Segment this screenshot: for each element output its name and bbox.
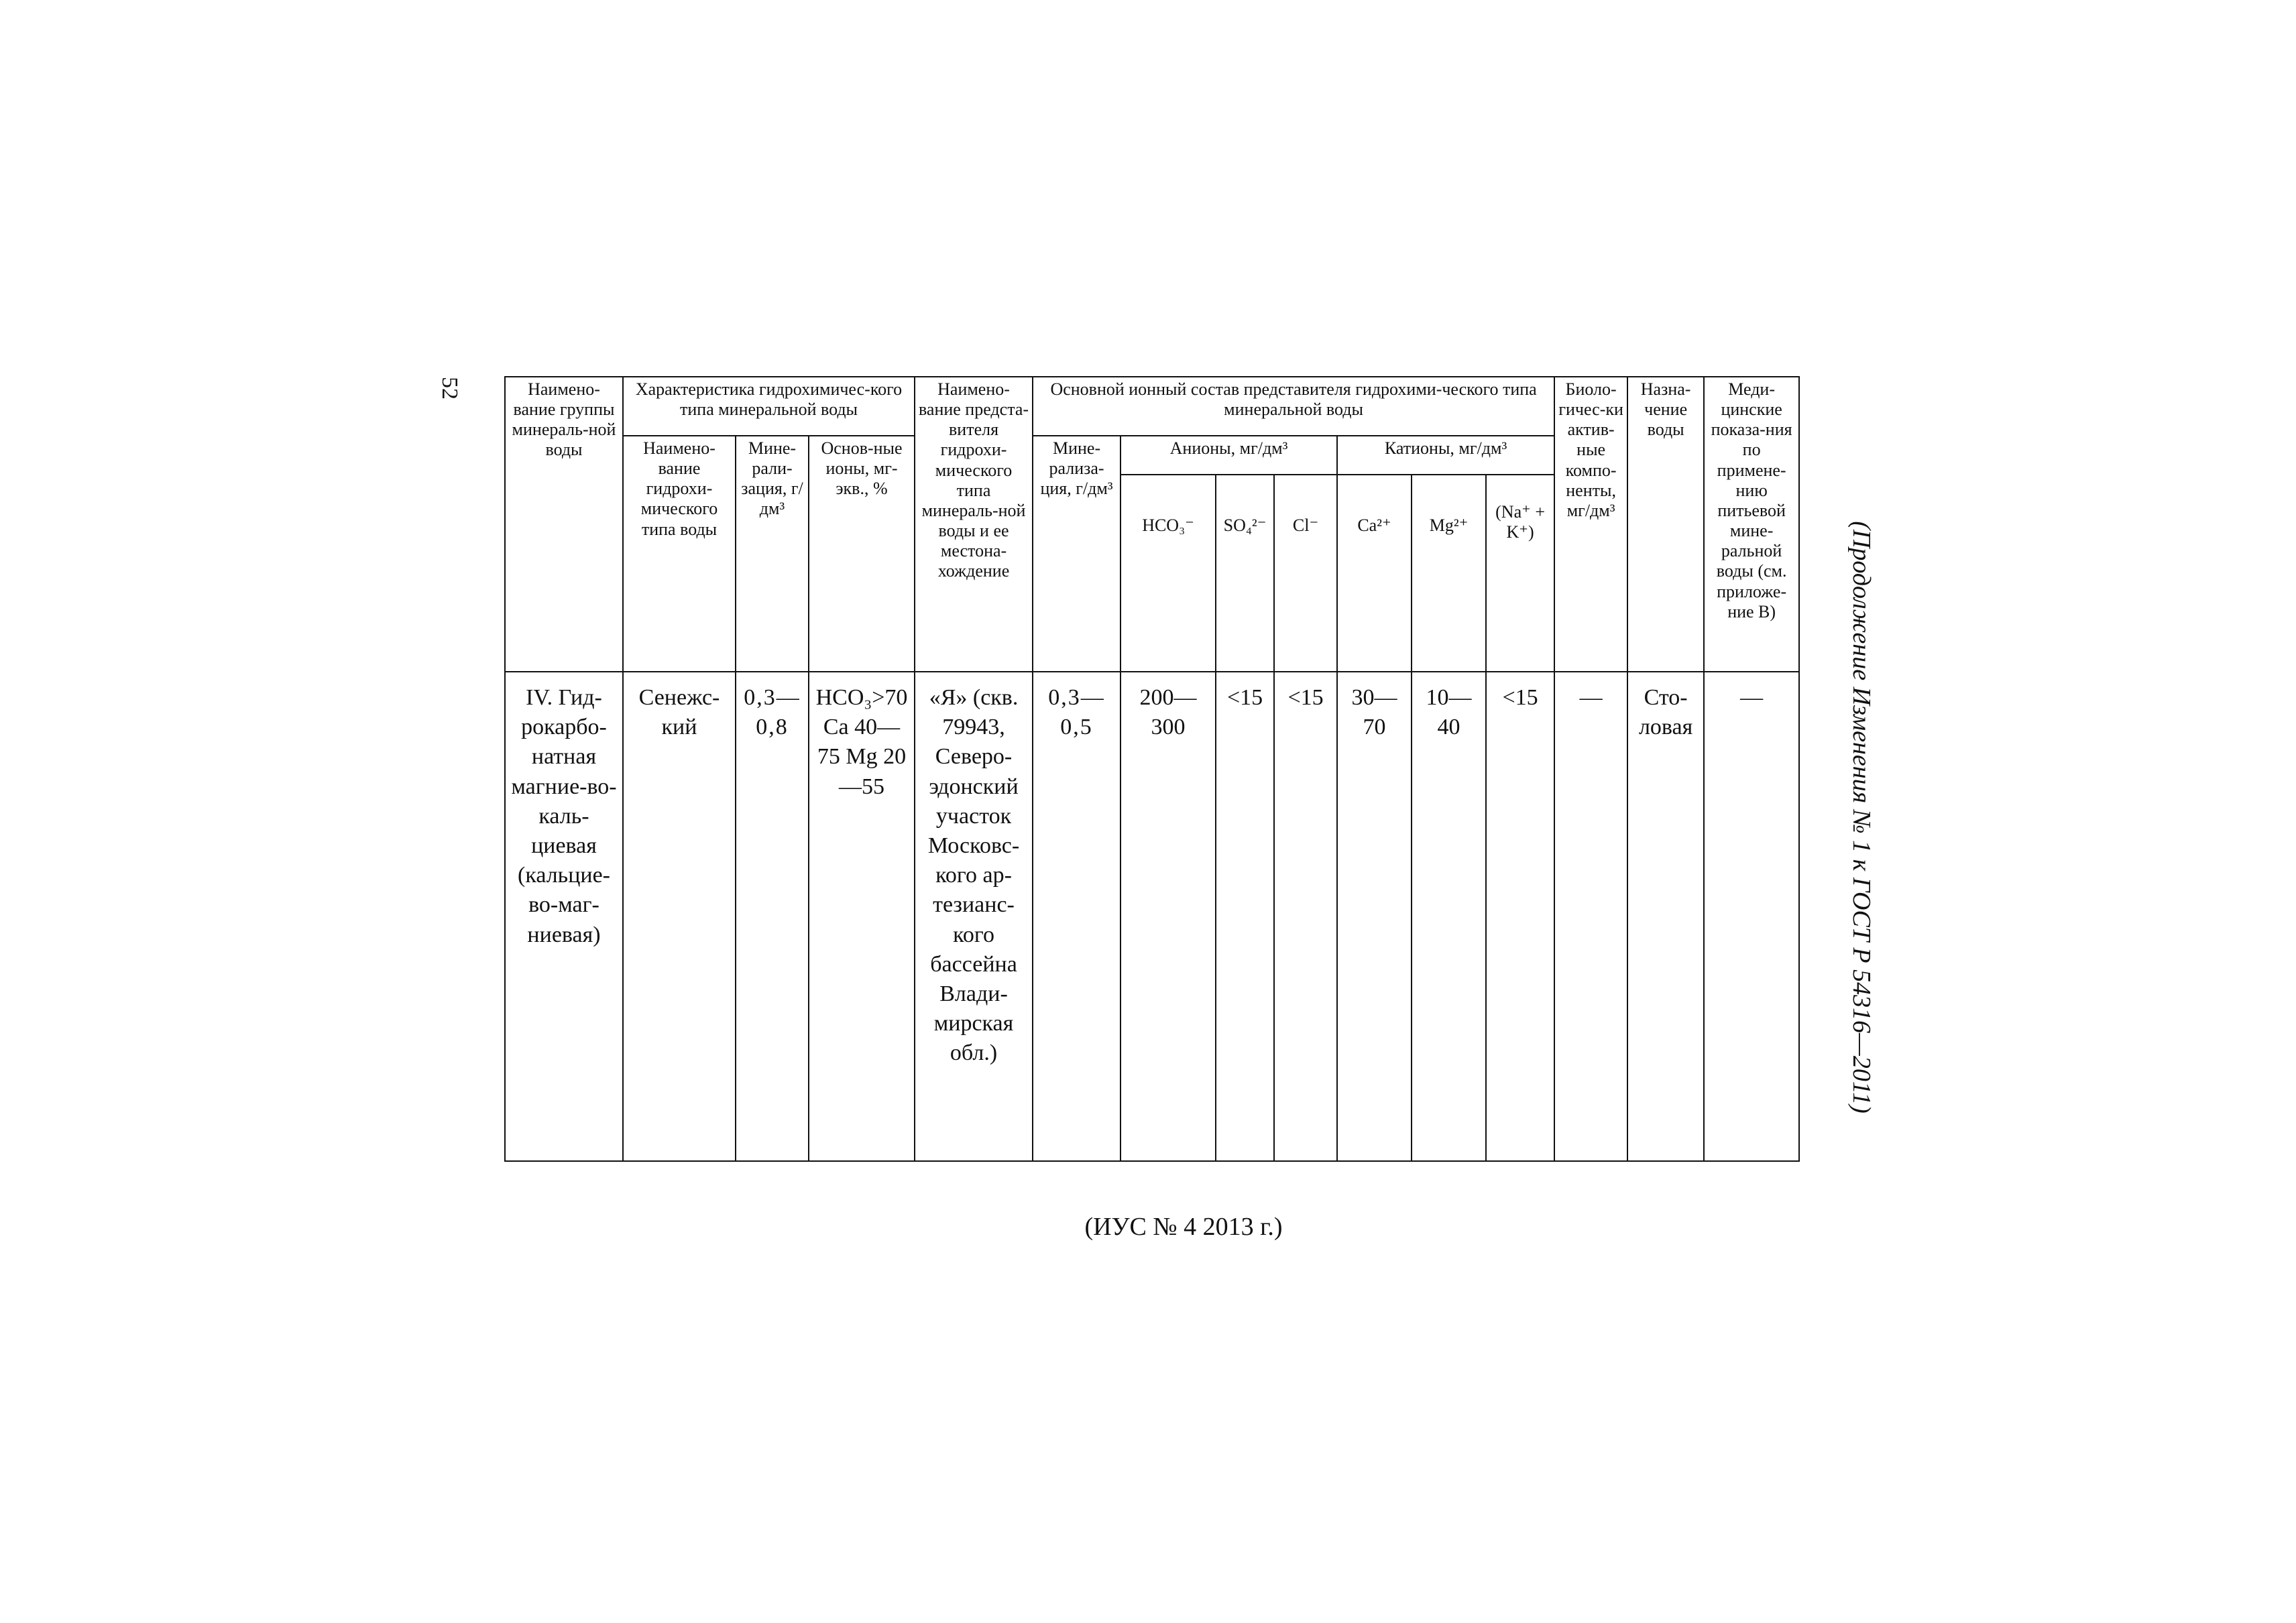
cell-main-ions: HCO₃>70 Ca 40—75 Mg 20—55: [809, 672, 915, 1161]
header-group-name: Наимено-вание группы минераль-ной воды: [505, 377, 623, 672]
mineral-water-table: [504, 376, 1800, 1162]
table-row: [505, 672, 1799, 1161]
cell-purpose: Сто-ловая: [1627, 672, 1704, 1161]
cell-mg: 10—40: [1412, 672, 1486, 1161]
header-representative-name: Наимено-вание предста-вителя гидрохи-мического типа минераль-ной воды и ее местона-хождение: [915, 377, 1033, 672]
header-na-k: (Na⁺ + K⁺): [1486, 475, 1554, 672]
cell-group-name: IV. Гид-рокарбо-натная магние-во-каль-циевая (кальцие-во-маг-ниевая): [505, 672, 623, 1161]
header-hydro-mineralization: Мине-рали-зация, г/дм³: [736, 436, 809, 672]
header-hco3: HCO₃⁻: [1121, 475, 1216, 672]
header-hydro-name: Наимено-вание гидрохи-мического типа воды: [623, 436, 736, 672]
header-rep-mineralization: Мине-рализа-ция, г/дм³: [1033, 436, 1121, 672]
footer-ius: (ИУС № 4 2013 г.): [1084, 1213, 1283, 1241]
header-purpose: Назна-чение воды: [1627, 377, 1704, 672]
cell-rep-mineralization: 0,3— 0,5: [1033, 672, 1121, 1161]
header-ca: Ca²⁺: [1337, 475, 1412, 672]
side-caption: (Продолжение Изменения № 1 к ГОСТ Р 54316—2011): [1847, 521, 1876, 1114]
mineral-water-table-container: [504, 376, 1800, 1162]
header-cations: Катионы, мг/дм³: [1337, 436, 1554, 475]
page-number: 52: [437, 377, 462, 400]
cell-hydro-name: Сенежс-кий: [623, 672, 736, 1161]
cell-representative-name: «Я» (скв. 79943, Северо-эдонский участок Московс-кого ар-тезианс-кого бассейна Влади-мирская обл.): [915, 672, 1033, 1161]
cell-so4: <15: [1216, 672, 1274, 1161]
cell-hydro-mineralization: 0,3— 0,8: [736, 672, 809, 1161]
header-so4: SO₄²⁻: [1216, 475, 1274, 672]
header-cl: Cl⁻: [1274, 475, 1337, 672]
cell-hco3: 200— 300: [1121, 672, 1216, 1161]
header-bioactive: Биоло-гичес-ки актив-ные компо-ненты, мг/дм³: [1554, 377, 1627, 672]
header-mg: Mg²⁺: [1412, 475, 1486, 672]
header-main-ions: Основ-ные ионы, мг-экв., %: [809, 436, 915, 672]
header-row-1: [505, 377, 1799, 436]
header-anions: Анионы, мг/дм³: [1121, 436, 1337, 475]
header-ion-composition: Основной ионный состав представителя гидрохими-ческого типа минеральной воды: [1033, 377, 1554, 436]
cell-ca: 30—70: [1337, 672, 1412, 1161]
cell-na-k: <15: [1486, 672, 1554, 1161]
cell-bioactive: —: [1554, 672, 1627, 1161]
header-medical: Меди-цинские показа-ния по примене-нию питьевой мине-ральной воды (см. приложе-ние В): [1704, 377, 1799, 672]
cell-medical: —: [1704, 672, 1799, 1161]
header-hydro-characteristic: Характеристика гидрохимичес-кого типа минеральной воды: [623, 377, 915, 436]
cell-cl: <15: [1274, 672, 1337, 1161]
